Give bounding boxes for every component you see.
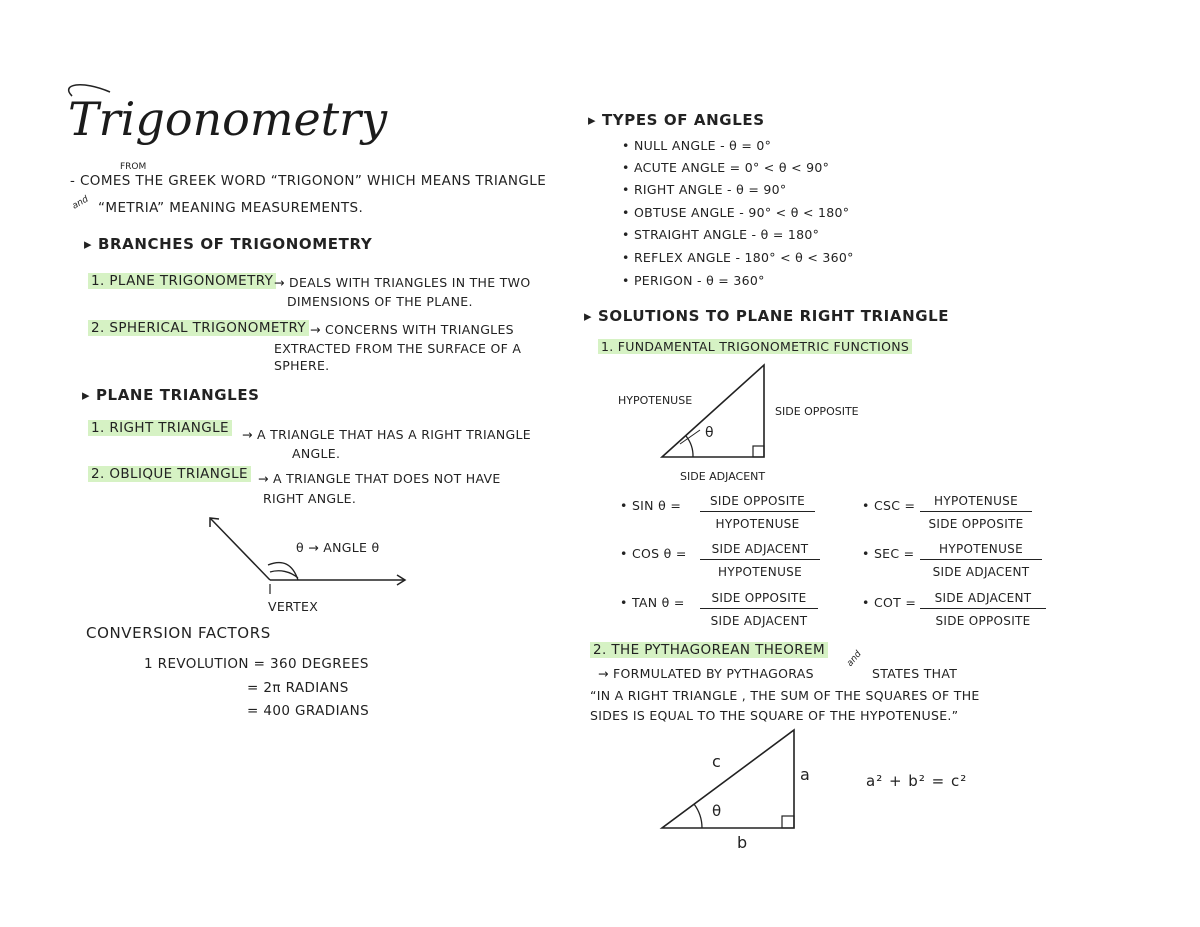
pythagorean-formula: a² + b² = c² (866, 772, 968, 790)
branches-heading-text: BRANCHES OF TRIGONOMETRY (97, 235, 373, 253)
sin-fraction (700, 494, 815, 531)
branch-1-desc-2: DIMENSIONS OF THE PLANE. (287, 294, 473, 309)
types-heading-text: TYPES OF ANGLES (601, 111, 765, 129)
cot-denominator: SIDE OPPOSITE (935, 614, 1031, 628)
solutions-heading (584, 307, 949, 325)
sec-label: • SEC = (862, 546, 915, 561)
plane-2-desc-2: RIGHT ANGLE. (263, 491, 357, 506)
tan-fraction (700, 591, 818, 628)
pythagorean-line-3: SIDES IS EQUAL TO THE SQUARE OF THE HYPOTENUSE.” (590, 708, 959, 723)
tan-label: • TAN θ = (620, 595, 685, 610)
angle-type-item: • REFLEX ANGLE - 180° < θ < 360° (622, 250, 854, 265)
bullet-arrow-icon: ▸ (84, 235, 98, 253)
bullet-arrow-icon: ▸ (82, 386, 96, 404)
branch-2-desc-2: EXTRACTED FROM THE SURFACE OF A (274, 341, 522, 356)
side-b-label: b (737, 833, 748, 852)
branch-2-label (88, 320, 309, 336)
angle-type-item: • PERIGON - θ = 360° (622, 273, 765, 288)
conversion-heading: CONVERSION FACTORS (86, 624, 271, 642)
side-opposite-label: SIDE OPPOSITE (775, 405, 859, 418)
hypotenuse-label: HYPOTENUSE (618, 394, 693, 407)
conversion-line-3: = 400 GRADIANS (247, 703, 370, 719)
sin-numerator: SIDE OPPOSITE (700, 494, 815, 512)
angle-type-item: • OBTUSE ANGLE - 90° < θ < 180° (622, 205, 850, 220)
plane-1-desc-2: ANGLE. (292, 446, 341, 461)
angle-type-item: • ACUTE ANGLE = 0° < θ < 90° (622, 160, 830, 175)
angle-type-item: • STRAIGHT ANGLE - θ = 180° (622, 227, 820, 242)
bullet-arrow-icon: ▸ (588, 111, 602, 129)
vertex-label: VERTEX (268, 599, 319, 614)
plane-2-desc-1: → A TRIANGLE THAT DOES NOT HAVE (258, 471, 501, 486)
intro-and: and (70, 194, 91, 212)
branch-1-desc-1: → DEALS WITH TRIANGLES IN THE TWO (274, 275, 531, 290)
pythagorean-line-1: → FORMULATED BY PYTHAGORAS (598, 666, 814, 681)
pythagorean-heading-text: 2. THE PYTHAGOREAN THEOREM (590, 642, 828, 658)
intro-line-1: - COMES THE GREEK WORD “TRIGONON” WHICH MEANS TRIANGLE (70, 173, 547, 189)
cos-label: • COS θ = (620, 546, 687, 561)
conversion-line-1: 1 REVOLUTION = 360 DEGREES (144, 656, 369, 672)
intro-from: FROM (120, 162, 147, 172)
cot-label: • COT = (862, 595, 917, 610)
cos-denominator: HYPOTENUSE (718, 565, 802, 579)
side-c-label: c (712, 752, 721, 771)
solutions-sub-1-text: 1. FUNDAMENTAL TRIGONOMETRIC FUNCTIONS (598, 339, 912, 354)
pythagorean-and: and (845, 649, 864, 669)
csc-label: • CSC = (862, 498, 916, 513)
cot-numerator: SIDE ADJACENT (920, 591, 1046, 609)
angle-type-item: • RIGHT ANGLE - θ = 90° (622, 182, 787, 197)
angle-type-item: • NULL ANGLE - θ = 0° (622, 138, 772, 153)
cos-numerator: SIDE ADJACENT (700, 542, 820, 560)
csc-fraction (920, 494, 1032, 531)
branch-2-desc-3: SPHERE. (274, 358, 330, 373)
csc-numerator: HYPOTENUSE (920, 494, 1032, 512)
triangle-1-theta: θ (705, 425, 714, 441)
conversion-line-2: = 2π RADIANS (247, 680, 349, 696)
cos-fraction (700, 542, 820, 579)
page-title: Trigonometry (68, 92, 388, 146)
angle-label: θ → ANGLE θ (296, 540, 380, 555)
plane-1-label (88, 420, 232, 436)
pythagorean-line-2: “IN A RIGHT TRIANGLE , THE SUM OF THE SQUARES OF THE (590, 688, 980, 703)
sin-denominator: HYPOTENUSE (715, 517, 800, 531)
plane-2-label-text: 2. OBLIQUE TRIANGLE (88, 466, 251, 482)
side-a-label: a (800, 765, 810, 784)
types-heading (588, 111, 765, 129)
branch-2-label-text: 2. SPHERICAL TRIGONOMETRY (88, 320, 309, 336)
csc-denominator: SIDE OPPOSITE (928, 517, 1024, 531)
side-adjacent-label: SIDE ADJACENT (680, 470, 766, 483)
branches-heading (84, 235, 372, 253)
cot-fraction (920, 591, 1046, 628)
bullet-arrow-icon: ▸ (584, 307, 598, 325)
branch-1-label (88, 273, 276, 289)
solutions-heading-text: SOLUTIONS TO PLANE RIGHT TRIANGLE (597, 307, 950, 325)
solutions-sub-1 (598, 339, 912, 354)
branch-1-label-text: 1. PLANE TRIGONOMETRY (88, 273, 276, 289)
sin-label: • SIN θ = (620, 498, 682, 513)
sec-fraction (920, 542, 1042, 579)
plane-triangles-heading-text: PLANE TRIANGLES (95, 386, 260, 404)
plane-1-label-text: 1. RIGHT TRIANGLE (88, 420, 232, 436)
branch-2-desc-1: → CONCERNS WITH TRIANGLES (310, 322, 514, 337)
plane-1-desc-1: → A TRIANGLE THAT HAS A RIGHT TRIANGLE (242, 427, 531, 442)
sec-denominator: SIDE ADJACENT (932, 565, 1030, 579)
intro-line-2: “METRIA” MEANING MEASUREMENTS. (98, 200, 364, 216)
tan-numerator: SIDE OPPOSITE (700, 591, 818, 609)
plane-2-label (88, 466, 251, 482)
plane-triangles-heading (82, 386, 260, 404)
pythagorean-line-1b: STATES THAT (872, 666, 958, 681)
pythagorean-theta: θ (712, 802, 722, 820)
pythagorean-heading (590, 642, 828, 658)
tan-denominator: SIDE ADJACENT (710, 614, 808, 628)
sec-numerator: HYPOTENUSE (920, 542, 1042, 560)
